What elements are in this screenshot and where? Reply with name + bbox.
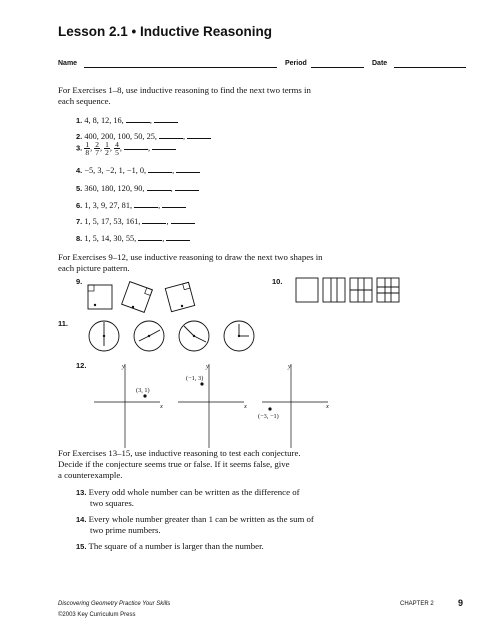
name-label: Name [58,60,78,67]
point-label: (3, 1) [136,387,150,394]
answer-blank[interactable] [187,131,211,139]
sequence-text: 360, 180, 120, 90, [84,184,145,193]
exercise-number: 7. [76,217,83,226]
exercise-4: 4. −5, 3, −2, 1, −1, 0, , [76,165,200,175]
answer-blank[interactable] [152,142,176,150]
exercise-number: 15. [76,542,87,551]
date-field[interactable] [394,67,466,68]
pattern-10-label: 10. [272,277,283,286]
exercise-number: 6. [76,201,83,210]
x-axis-label: x [244,403,247,410]
answer-blank[interactable] [138,233,162,241]
rotating-square-3 [165,282,194,311]
exercise-1: 1. 4, 8, 12, 16, , [76,115,178,125]
date-label: Date [372,60,388,67]
exercise-number: 14. [76,515,87,524]
conjecture-text: two squares. [90,498,134,508]
pattern-10-figures [290,276,470,306]
answer-blank[interactable] [124,142,148,150]
period-label: Period [285,60,307,67]
point-label: (−3, −1) [258,413,279,420]
fraction: $\frac{1}{2}$ [105,140,109,157]
exercise-5: 5. 360, 180, 120, 90, , [76,183,199,193]
exercise-number: 5. [76,184,83,193]
y-axis-label: y [122,363,125,370]
period-field[interactable] [311,67,364,68]
exercise-3: 3. $\frac{1}{8}$ , $\frac{2}{7}$ , $\frac{1}{2}$ , $\frac{4}{5}$ , , [76,141,176,156]
instructions-1-8 [58,85,311,107]
page-number: 9 [458,598,464,608]
answer-blank[interactable] [147,183,171,191]
answer-blank[interactable] [166,233,190,241]
pattern-12-graphs [86,358,346,453]
answer-blank[interactable] [148,165,172,173]
rotating-square-2 [122,282,153,313]
conjecture-text: two prime numbers. [90,525,161,535]
conjecture-text: The square of a number is larger than the number. [88,541,264,551]
exercise-number: 13. [76,488,87,497]
exercise-2: 2. 400, 200, 100, 50, 25, , [76,131,211,141]
lesson-title: Lesson 2.1 • Inductive Reasoning [58,24,273,39]
fraction: $\frac{1}{8}$ [85,140,90,157]
exercise-14 [76,514,314,536]
answer-blank[interactable] [159,131,183,139]
sequence-text: 1, 3, 9, 27, 81, [84,201,133,210]
instructions-13-15 [58,448,301,481]
pattern-12-label: 12. [76,361,87,370]
exercise-number: 2. [76,132,83,141]
answer-blank[interactable] [162,200,186,208]
sequence-text: 4, 8, 12, 16, [84,116,124,125]
instruction-line: For Exercises 13–15, use inductive reasoning to test each conjecture. [58,448,301,458]
y-axis-label: y [288,363,291,370]
instruction-line: each sequence. [58,96,111,106]
answer-blank[interactable] [176,165,200,173]
x-axis-label: x [160,403,163,410]
x-axis-label: x [326,403,329,410]
pattern-9-figures [82,278,207,318]
sequence-text: 400, 200, 100, 50, 25, [84,132,157,141]
exercise-6: 6. 1, 3, 9, 27, 81, , [76,200,186,210]
name-field[interactable] [84,67,277,68]
exercise-15 [76,541,264,552]
conjecture-text: Every whole number greater than 1 can be written as the sum of [88,514,314,524]
sequence-text: 1, 5, 14, 30, 55, [84,234,137,243]
sequence-text: 1, 5, 17, 53, 161, [84,217,141,226]
fraction: $\frac{4}{5}$ [115,140,119,157]
answer-blank[interactable] [175,183,199,191]
instruction-line: For Exercises 1–8, use inductive reasoning to find the next two terms in [58,85,311,95]
answer-blank[interactable] [134,200,158,208]
exercise-number: 1. [76,116,83,125]
sequence-text: −5, 3, −2, 1, −1, 0, [84,166,147,175]
pattern-11-label: 11. [58,319,69,328]
y-axis-label: y [206,363,209,370]
footer-book-title: Discovering Geometry Practice Your Skills [58,601,171,607]
instructions-9-12 [58,252,323,274]
rotating-square-1 [88,285,112,309]
answer-blank[interactable] [142,216,166,224]
pattern-11-figures [86,316,261,356]
footer-copyright: ©2003 Key Curriculum Press [58,612,136,618]
exercise-number: 3. [76,143,83,153]
point-label: (−1, 3) [186,375,204,382]
answer-blank[interactable] [126,115,150,123]
instruction-line: For Exercises 9–12, use inductive reasoning to draw the next two shapes in [58,252,323,262]
instruction-line: a counterexample. [58,470,123,480]
answer-blank[interactable] [154,115,178,123]
instruction-line: Decide if the conjecture seems true or false. If it seems false, give [58,459,290,469]
exercise-13 [76,487,300,509]
conjecture-text: Every odd whole number can be written as the difference of [88,487,300,497]
instruction-line: each picture pattern. [58,263,130,273]
fraction: $\frac{2}{7}$ [95,140,99,157]
exercise-number: 8. [76,234,83,243]
exercise-7: 7. 1, 5, 17, 53, 161, , [76,216,195,226]
answer-blank[interactable] [171,216,195,224]
exercise-number: 4. [76,166,83,175]
exercise-8: 8. 1, 5, 14, 30, 55, , [76,233,190,243]
pattern-9-label: 9. [76,277,83,286]
footer-chapter: CHAPTER 2 [400,601,434,607]
